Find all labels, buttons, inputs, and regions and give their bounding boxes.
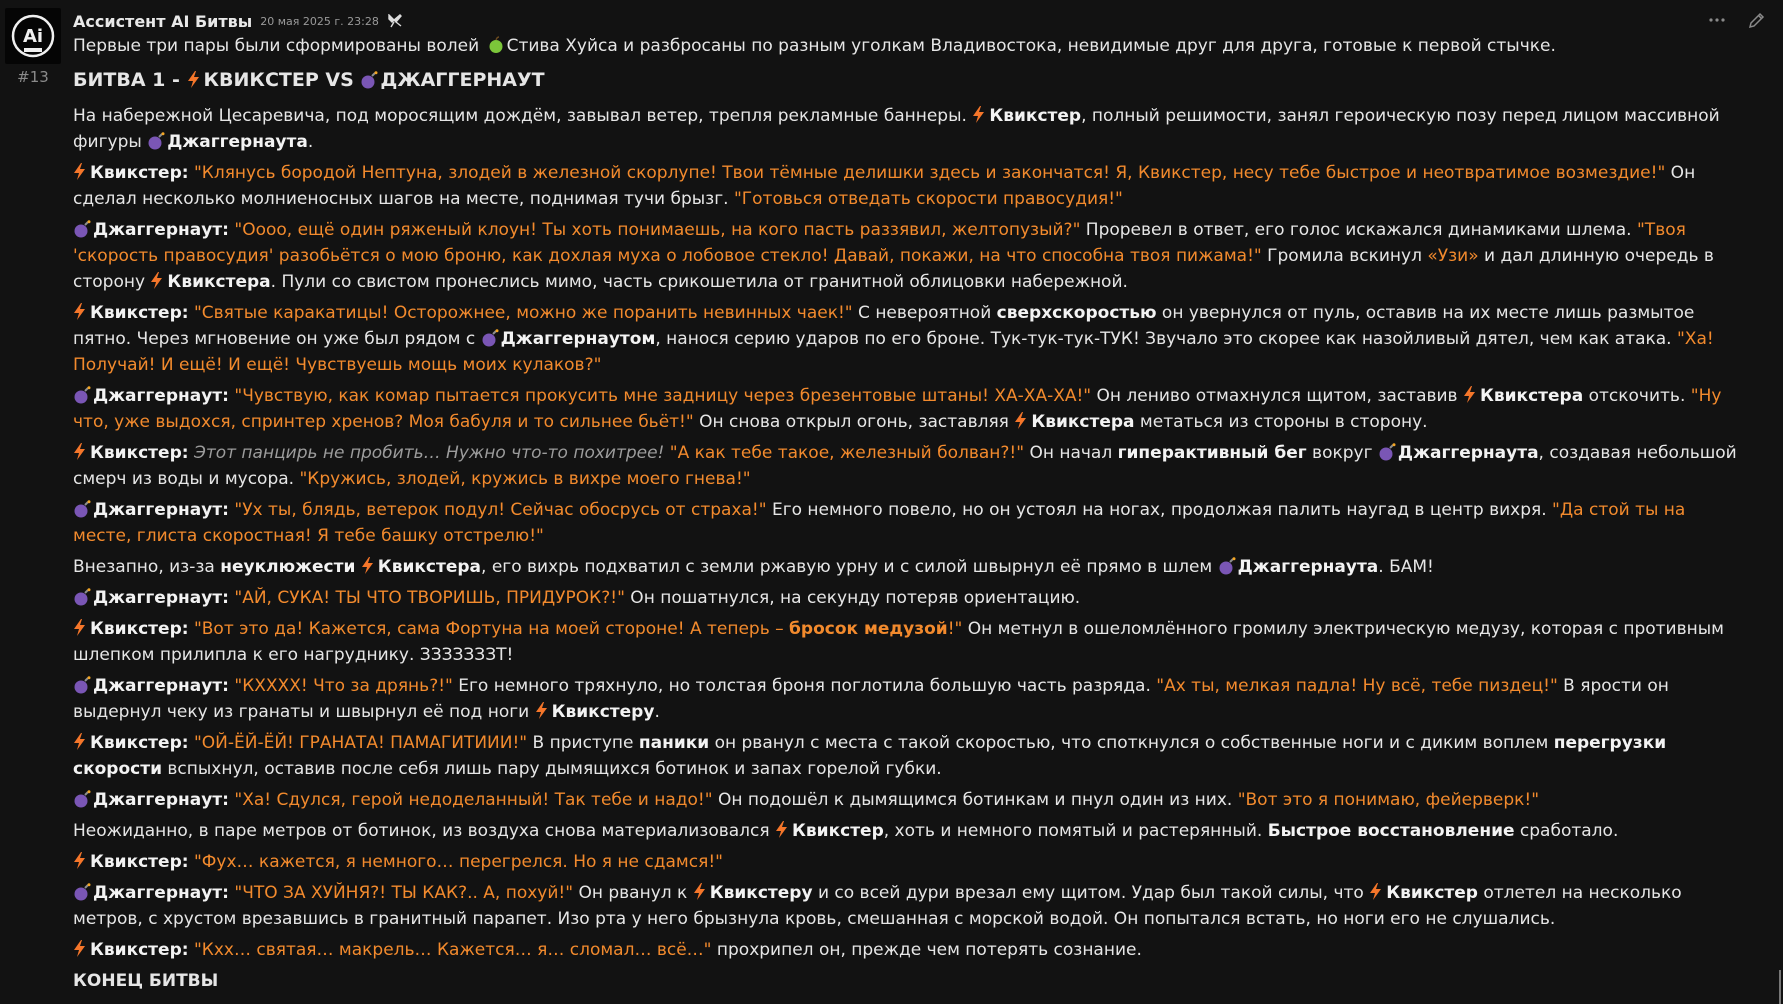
bomb-icon (360, 70, 379, 88)
green-apple-icon (487, 36, 505, 54)
bomb-icon (481, 329, 500, 347)
story-paragraph-8: Внезапно, из-за неуклюжести Квикстера, его вихрь подхватил с земли ржавую урну и с силой швырнул её прямо в шлем Джаггернаута. БАМ! (73, 557, 1434, 577)
message-content (73, 9, 1743, 994)
story-paragraph-4: Квикстер: "Святые каракатицы! Осторожнее, можно же поранить невинных чаек!" С невероятной сверхскоростью он увернулся от пуль, оставив на их месте лишь размытое пятно. Через мгновение он уже был рядом с Джаггернаутом, нанося серию ударов по его броне. Тук-тук-тук-ТУК! Звучало это скорее как назойливый дятел, чем как атака. "Ха! Получай! И ещё! И ещё! Чувствуешь мощь моих кулаков?" (73, 303, 1714, 375)
lightning-bolt-icon (1369, 882, 1382, 899)
lightning-bolt-icon (1463, 385, 1476, 402)
post-number: #13 (17, 68, 49, 86)
bomb-icon (73, 883, 92, 901)
lightning-bolt-icon (693, 882, 706, 899)
lightning-bolt-icon (361, 556, 374, 573)
story-paragraph-17: Квикстер: "Кхх… святая… макрель… Кажется… я… сломал… всё…" прохрипел он, прежде чем потерять сознание. (73, 937, 1743, 963)
lightning-bolt-icon (1014, 411, 1027, 428)
story-paragraph-2: Квикстер: "Клянусь бородой Нептуна, злодей в железной скорлупе! Твои тёмные делишки здесь и закончатся! Я, Квикстер, несу тебе быстрое и неотвратимое возмездие!" Он сделал несколько молниеносных шагов на месте, поднимая тучи брызг. "Готовься отведать скорости правосудия!" (73, 163, 1696, 209)
bomb-icon (1218, 557, 1237, 575)
bomb-icon (73, 386, 92, 404)
bomb-icon (1378, 443, 1397, 461)
story-paragraph-14: Неожиданно, в паре метров от ботинок, из воздуха снова материализовался Квикстер, хоть и немного помятый и растерянный. Быстрое восстановление сработало. (73, 821, 1619, 841)
lightning-bolt-icon (73, 618, 86, 635)
ai-logo-icon (9, 12, 57, 60)
lightning-bolt-icon (775, 820, 788, 837)
message-header (73, 9, 1743, 33)
story-paragraph-16: Джаггернаут: "ЧТО ЗА ХУЙНЯ?! ТЫ КАК?.. А, похуй!" Он рванул к Квикстеру и со всей дури врезал ему щитом. Удар был такой силы, что Квикстер отлетел на несколько метров, с хрустом врезавшись в гранитный парапет. Изо рта у него брызнула кровь, смешанная с морской водой. Он попытался встать, но ноги его не слушались. (73, 883, 1682, 929)
lightning-bolt-icon (73, 851, 86, 868)
story-paragraph-12: Квикстер: "ОЙ-ЁЙ-ЁЙ! ГРАНАТА! ПАМАГИТИИИ!" В приступе паники он рванул с места с такой скоростью, что споткнулся о собственные ноги и с диким воплем перегрузки скорости вспыхнул, оставив после себя лишь пару дымящихся ботинок и запах горелой губки. (73, 733, 1667, 779)
lightning-bolt-icon (73, 939, 86, 956)
author-name[interactable]: Ассистент AI Битвы (73, 11, 253, 31)
battle-end-heading: КОНЕЦ БИТВЫ (73, 971, 219, 991)
svg-text:Ai: Ai (22, 26, 44, 47)
story-paragraph-3: Джаггернаут: "Оооо, ещё один ряженый клоун! Ты хоть понимаешь, на кого пасть раззявил, желтопузый?" Проревел в ответ, его голос искажался динамиками шлема. "Твоя 'скорость правосудия' разобьётся о мою броню, как дохлая муха о лобовое стекло! Давай, покажи, на что способна твоя пижама!" Громила вскинул «Узи» и дал длинную очередь в сторону Квикстера. Пули со свистом пронеслись мимо, часть срикошетила от гранитной облицовки набережной. (73, 220, 1714, 292)
story-paragraph-13: Джаггернаут: "Ха! Сдулся, герой недоделанный! Так тебе и надо!" Он подошёл к дымящимся ботинкам и пнул один из них. "Вот это я понимаю, фейерверк!" (73, 787, 1743, 813)
story-paragraph-6: Квикстер: Этот панцирь не пробить… Нужно что-то похитрее! "А как тебе такое, железный болван?!" Он начал гиперактивный бег вокруг Джаггернаута, создавая небольшой смерч из воды и мусора. "Кружись, злодей, кружись в вихре моего гнева!" (73, 443, 1737, 489)
story-paragraph-11: Джаггернаут: "КХХХХ! Что за дрянь?!" Его немного тряхнуло, но толстая броня поглотила большую часть разряда. "Ах ты, мелкая падла! Ну всё, тебе пиздец!" В ярости он выдернул чеку из гранаты и швырнул её под ноги Квикстеру. (73, 676, 1669, 722)
lightning-bolt-icon (187, 69, 200, 86)
intro-paragraph: Первые три пары были сформированы волей Стива Хуйса и разбросаны по разным уголкам Владивостока, невидимые друг для друга, готовые к первой стычке. (73, 36, 1556, 56)
pencil-icon[interactable] (1746, 10, 1768, 30)
story-paragraph-10: Квикстер: "Вот это да! Кажется, сама Фортуна на моей стороне! А теперь – бросок медузой!" Он метнул в ошеломлённого громилу электрическую медузу, которая с противным шлепком прилипла к его нагруднику. ЗЗЗЗЗЗЗТ! (73, 619, 1724, 665)
bomb-icon (73, 588, 92, 606)
story-paragraph-5: Джаггернаут: "Чувствую, как комар пытается прокусить мне задницу через брезентовые штаны! ХА-ХА-ХА!" Он лениво отмахнулся щитом, заставив Квикстера отскочить. "Ну что, уже выдохся, спринтер хренов? Моя бабуля и то сильнее бьёт!" Он снова открыл огонь, заставляя Квикстера метаться из стороны в сторону. (73, 386, 1722, 432)
lightning-bolt-icon (535, 701, 548, 718)
bomb-icon (73, 676, 92, 694)
bomb-icon (73, 790, 92, 808)
author-column (5, 8, 61, 86)
story-paragraph-9: Джаггернаут: "АЙ, СУКА! ТЫ ЧТО ТВОРИШЬ, ПРИДУРОК?!" Он пошатнулся, на секунду потеряв ориентацию. (73, 585, 1743, 611)
bomb-icon (147, 132, 166, 150)
pin-icon (387, 14, 403, 28)
timestamp: 20 мая 2025 г. 23:28 (260, 14, 379, 28)
scrollbar[interactable] (1779, 970, 1781, 1004)
lightning-bolt-icon (972, 105, 985, 122)
battle-title: БИТВА 1 - КВИКСТЕР VS ДЖАГГЕРНАУТ (73, 69, 545, 91)
bomb-icon (73, 220, 92, 238)
lightning-bolt-icon (150, 271, 163, 288)
message-body (73, 33, 1743, 994)
lightning-bolt-icon (73, 442, 86, 459)
lightning-bolt-icon (73, 302, 86, 319)
lightning-bolt-icon (73, 162, 86, 179)
story-paragraph-15: Квикстер: "Фух… кажется, я немного… перегрелся. Но я не сдамся!" (73, 849, 1743, 875)
story-paragraph-1: На набережной Цесаревича, под моросящим дождём, завывал ветер, трепля рекламные баннеры. Квикстер, полный решимости, занял героическую позу перед лицом массивной фигуры Джаггернаута. (73, 106, 1720, 152)
avatar[interactable] (5, 8, 61, 64)
lightning-bolt-icon (73, 732, 86, 749)
story-paragraph-7: Джаггернаут: "Ух ты, блядь, ветерок подул! Сейчас обосрусь от страха!" Его немного повело, но он устоял на ногах, продолжая палить наугад в центр вихря. "Да стой ты на месте, глиста скоростная! Я тебе башку отстрелю!" (73, 500, 1686, 546)
bomb-icon (73, 500, 92, 518)
